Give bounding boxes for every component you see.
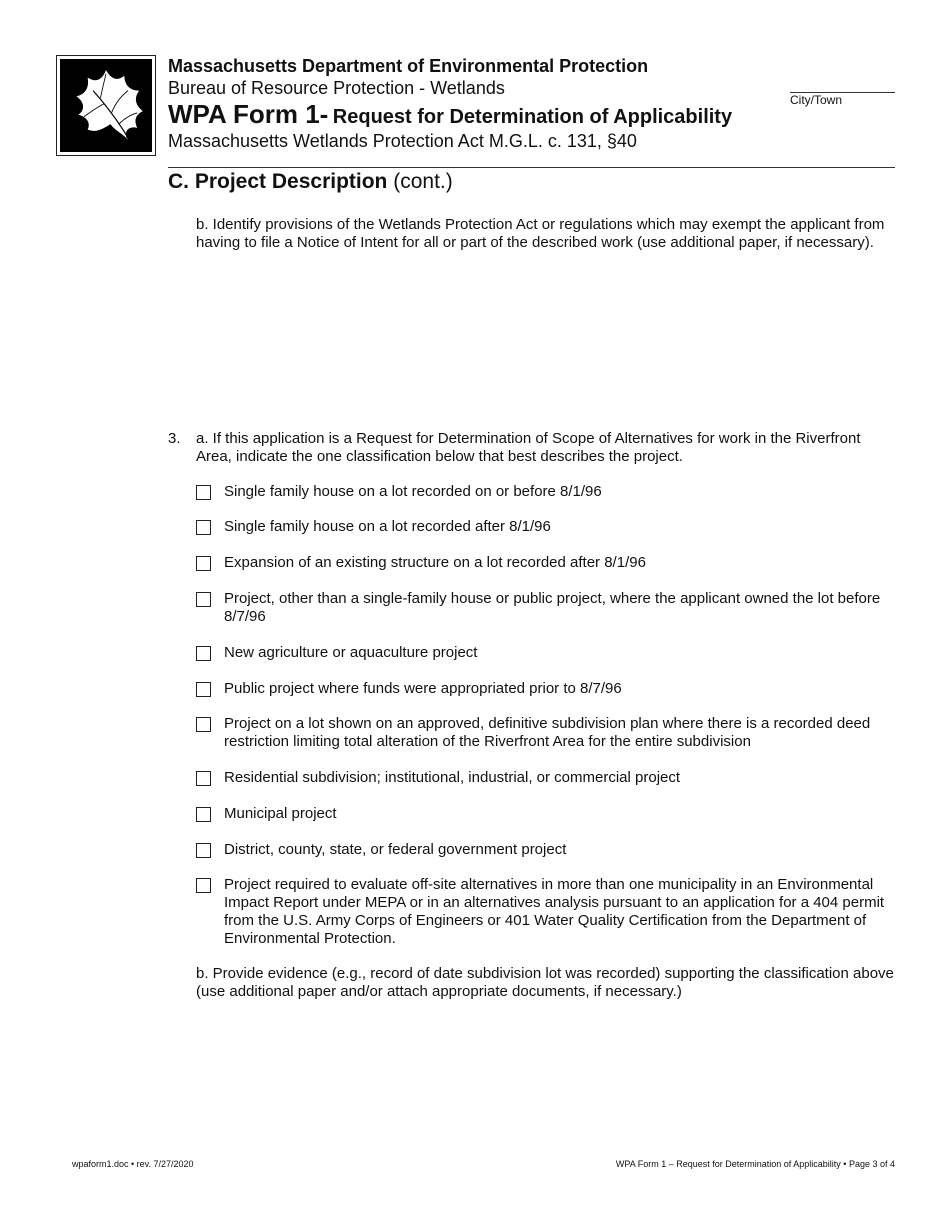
option-checkbox[interactable] xyxy=(196,556,211,571)
option-row xyxy=(196,841,896,859)
option-checkbox[interactable] xyxy=(196,520,211,535)
option-label: Project on a lot shown on an approved, definitive subdivision plan where there is a recorded deed restriction limiting total alteration of the Riverfront Area for the entire subdivision xyxy=(224,715,871,750)
option-checkbox[interactable] xyxy=(196,646,211,661)
option-checkbox[interactable] xyxy=(196,485,211,500)
option-label: District, county, state, or federal government project xyxy=(224,841,567,858)
item-3-number: 3. xyxy=(168,430,181,447)
option-row xyxy=(196,644,896,662)
form-title: Request for Determination of Applicability xyxy=(332,106,733,128)
option-checkbox[interactable] xyxy=(196,771,211,786)
option-checkbox[interactable] xyxy=(196,807,211,822)
option-checkbox[interactable] xyxy=(196,878,211,893)
item-2b-text: b. Identify provisions of the Wetlands Protection Act or regulations which may exempt the applicant from having to file a Notice of Intent for all or part of the described work (use additional paper, if necessary). xyxy=(196,216,885,251)
act-citation: Massachusetts Wetlands Protection Act M.G.L. c. 131, §40 xyxy=(168,131,637,151)
option-checkbox[interactable] xyxy=(196,717,211,732)
item-3b-text: b. Provide evidence (e.g., record of date subdivision lot was recorded) supporting the classification above (use additional paper and/or attach appropriate documents, if necessary.) xyxy=(196,965,894,1000)
option-checkbox[interactable] xyxy=(196,682,211,697)
section-title-cont: (cont.) xyxy=(393,170,453,193)
option-label: Public project where funds were appropriated prior to 8/7/96 xyxy=(224,680,622,697)
option-label: Project, other than a single-family house or public project, where the applicant owned the lot before 8/7/96 xyxy=(224,590,881,625)
logo xyxy=(56,55,156,156)
option-label: Expansion of an existing structure on a lot recorded after 8/1/96 xyxy=(224,554,646,571)
option-row xyxy=(196,805,896,823)
option-row xyxy=(196,876,896,948)
option-row xyxy=(196,715,896,751)
form-number: WPA Form 1- xyxy=(168,99,329,129)
header-divider xyxy=(168,167,895,168)
option-label: Single family house on a lot recorded on or before 8/1/96 xyxy=(224,483,602,500)
option-checkbox[interactable] xyxy=(196,592,211,607)
option-row xyxy=(196,680,896,698)
option-row xyxy=(196,554,896,572)
option-label: Single family house on a lot recorded after 8/1/96 xyxy=(224,518,551,535)
option-label: Project required to evaluate off-site alternatives in more than one municipality in an Environmental Impact Report under MEPA or in an alternatives analysis pursuant to an application for a 404 permit from the U.S. Army Corps of Engineers or 401 Water Quality Certification from the Department of Environmental Protection. xyxy=(224,876,885,947)
option-row xyxy=(196,483,896,501)
city-town-label: City/Town xyxy=(790,93,843,107)
footer-page-info: WPA Form 1 – Request for Determination of Applicability • Page 3 of 4 xyxy=(615,1159,895,1169)
option-row xyxy=(196,518,896,536)
option-row xyxy=(196,590,896,626)
department-name: Massachusetts Department of Environmental Protection xyxy=(168,56,649,76)
footer-doc-revision: wpaform1.doc • rev. 7/27/2020 xyxy=(72,1159,194,1169)
item-3a-text: a. If this application is a Request for Determination of Scope of Alternatives for work in the Riverfront Area, indicate the one classification below that best describes the project. xyxy=(196,430,861,465)
option-label: Municipal project xyxy=(224,805,337,822)
section-title-bold: C. Project Description xyxy=(168,170,388,193)
oak-leaf-icon xyxy=(60,59,152,152)
option-label: New agriculture or aquaculture project xyxy=(224,644,478,661)
form-heading xyxy=(168,99,732,130)
option-row xyxy=(196,769,896,787)
section-title xyxy=(168,170,453,194)
option-label: Residential subdivision; institutional, industrial, or commercial project xyxy=(224,769,681,786)
option-checkbox[interactable] xyxy=(196,843,211,858)
bureau-name: Bureau of Resource Protection - Wetlands xyxy=(168,78,505,98)
